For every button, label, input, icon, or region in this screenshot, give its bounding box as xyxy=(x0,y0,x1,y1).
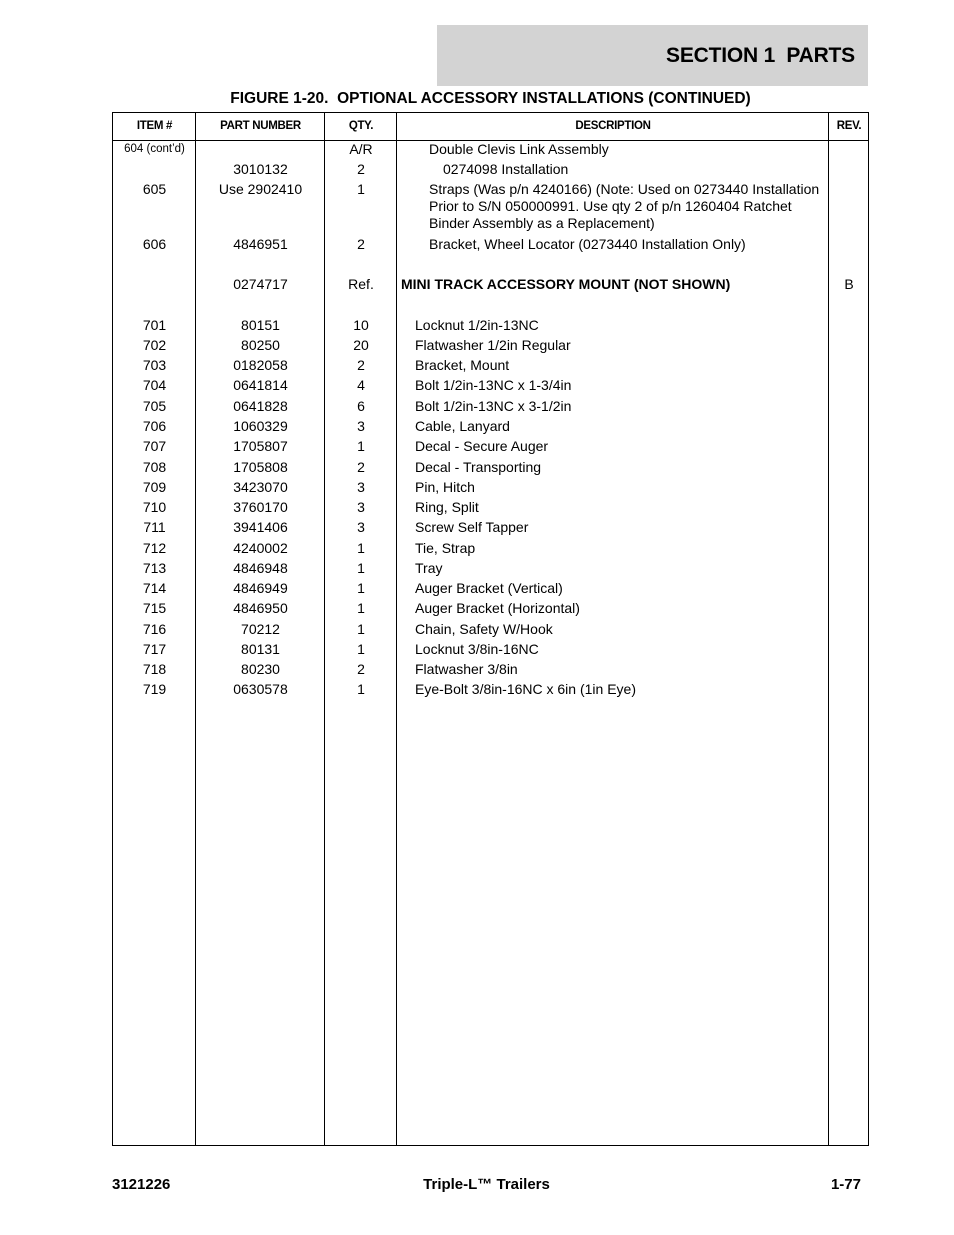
column-header-item: ITEM # xyxy=(136,120,173,132)
table-row xyxy=(113,398,868,418)
part-number-cell: 0641814 xyxy=(233,377,288,393)
description-cell: 0274098 Installation xyxy=(443,161,569,177)
table-row xyxy=(113,141,868,161)
item-number-cell: 701 xyxy=(142,317,167,333)
table-row xyxy=(113,641,868,661)
part-number-cell: 1705808 xyxy=(233,459,288,475)
item-number-cell: 706 xyxy=(142,418,167,434)
table-header xyxy=(113,113,868,141)
item-number-cell: 606 xyxy=(142,236,167,252)
item-number-cell: 702 xyxy=(142,337,167,353)
description-cell: Locknut 3/8in-16NC xyxy=(415,641,539,657)
table-row xyxy=(113,459,868,479)
description-cell: Decal - Transporting xyxy=(415,459,542,475)
part-number-cell: 80230 xyxy=(241,661,280,677)
part-number-cell: 0630578 xyxy=(233,681,288,697)
part-number-cell: 1060329 xyxy=(233,418,288,434)
table-row xyxy=(113,357,868,377)
qty-cell: 2 xyxy=(357,161,365,177)
part-number-cell: 3941406 xyxy=(233,519,288,535)
qty-cell: Ref. xyxy=(348,276,374,292)
description-cell: Flatwasher 1/2in Regular xyxy=(415,337,571,353)
column-header-part-number: PART NUMBER xyxy=(220,120,301,132)
description-cell: Screw Self Tapper xyxy=(415,519,529,535)
part-number-cell: 4240002 xyxy=(233,540,288,556)
description-cell: Flatwasher 3/8in xyxy=(415,661,518,677)
item-number-cell: 604 (cont’d) xyxy=(124,143,185,155)
item-number-cell: 705 xyxy=(142,398,167,414)
part-number-cell: 3760170 xyxy=(233,499,288,515)
item-number-cell: 718 xyxy=(142,661,167,677)
table-row xyxy=(113,317,868,337)
part-number-cell: 4846950 xyxy=(233,600,288,616)
table-row xyxy=(113,337,868,357)
description-cell: Bracket, Wheel Locator (0273440 Installation Only) xyxy=(429,236,746,252)
item-number-cell: 719 xyxy=(142,681,167,697)
table-row xyxy=(113,236,868,276)
page-number: 1-77 xyxy=(830,1176,861,1193)
table-row xyxy=(113,540,868,560)
table-row xyxy=(113,600,868,621)
section-title: SECTION 1 PARTS xyxy=(666,43,855,67)
qty-cell: 3 xyxy=(357,479,365,495)
description-cell: Double Clevis Link Assembly xyxy=(429,141,609,157)
qty-cell: 2 xyxy=(357,357,365,373)
description-cell: Bracket, Mount xyxy=(415,357,510,373)
part-number-cell: 3423070 xyxy=(233,479,288,495)
table-row xyxy=(113,161,868,181)
part-number-cell: 70212 xyxy=(241,621,280,637)
qty-cell: 1 xyxy=(357,681,365,697)
description-cell: Pin, Hitch xyxy=(415,479,475,495)
part-number-cell: 0274717 xyxy=(233,276,288,292)
page-footer xyxy=(112,1176,861,1196)
qty-cell: 1 xyxy=(357,438,365,454)
qty-cell: 1 xyxy=(357,540,365,556)
description-cell: Locknut 1/2in-13NC xyxy=(415,317,539,333)
part-number-cell: 0182058 xyxy=(233,357,288,373)
qty-cell: 1 xyxy=(357,600,365,616)
item-number-cell: 708 xyxy=(142,459,167,475)
rev-cell: B xyxy=(844,276,854,292)
column-header-qty: QTY. xyxy=(348,120,374,132)
item-number-cell: 605 xyxy=(142,181,167,197)
qty-cell: 1 xyxy=(357,560,365,576)
table-row xyxy=(113,499,868,519)
product-name: Triple-L™ Trailers xyxy=(423,1176,550,1193)
doc-number: 3121226 xyxy=(112,1176,171,1193)
qty-cell: 1 xyxy=(357,580,365,596)
description-cell: Ring, Split xyxy=(415,499,479,515)
description-cell: Straps (Was p/n 4240166) (Note: Used on 0273440 Installation Prior to S/N 050000991. Use qty 2 of p/n 1260404 Ratchet Binder Assembly as a Replacement) xyxy=(429,181,820,231)
item-number-cell: 712 xyxy=(142,540,167,556)
item-number-cell: 703 xyxy=(142,357,167,373)
item-number-cell: 711 xyxy=(143,519,166,535)
item-number-cell: 704 xyxy=(142,377,167,393)
qty-cell: 3 xyxy=(357,499,365,515)
table-row xyxy=(113,661,868,681)
item-number-cell: 714 xyxy=(142,580,167,596)
table-row xyxy=(113,681,868,701)
part-number-cell: 4846949 xyxy=(233,580,288,596)
description-cell: Eye-Bolt 3/8in-16NC x 6in (1in Eye) xyxy=(415,681,636,697)
column-header-description: DESCRIPTION xyxy=(575,120,651,132)
table-row xyxy=(113,438,868,459)
qty-cell: 10 xyxy=(353,317,369,333)
table-row xyxy=(113,377,868,398)
description-cell: Bolt 1/2in-13NC x 3-1/2in xyxy=(415,398,572,414)
table-row xyxy=(113,519,868,540)
description-cell: Tie, Strap xyxy=(415,540,476,556)
item-number-cell: 717 xyxy=(142,641,167,657)
description-cell: Decal - Secure Auger xyxy=(415,438,549,454)
part-number-cell: 80131 xyxy=(241,641,280,657)
qty-cell: 3 xyxy=(357,519,365,535)
description-cell: MINI TRACK ACCESSORY MOUNT (NOT SHOWN) xyxy=(401,276,731,292)
section-header xyxy=(437,25,868,86)
part-number-cell: Use 2902410 xyxy=(218,181,303,197)
table-row xyxy=(113,479,868,499)
part-number-cell: 80151 xyxy=(241,317,280,333)
part-number-cell: 1705807 xyxy=(233,438,288,454)
description-cell: Bolt 1/2in-13NC x 1-3/4in xyxy=(415,377,572,393)
description-cell: Chain, Safety W/Hook xyxy=(415,621,553,637)
item-number-cell: 710 xyxy=(142,499,167,515)
item-number-cell: 715 xyxy=(142,600,167,616)
qty-cell: 1 xyxy=(357,621,365,637)
qty-cell: 3 xyxy=(357,418,365,434)
part-number-cell: 4846948 xyxy=(233,560,288,576)
qty-cell: 1 xyxy=(357,181,365,197)
part-number-cell: 3010132 xyxy=(233,161,288,177)
table-row xyxy=(113,580,868,600)
description-cell: Auger Bracket (Horizontal) xyxy=(415,600,580,616)
qty-cell: 4 xyxy=(357,377,365,393)
part-number-cell: 4846951 xyxy=(233,236,288,252)
item-number-cell: 713 xyxy=(142,560,167,576)
table-row xyxy=(113,276,868,317)
column-header-rev: REV. xyxy=(836,120,862,132)
table-body xyxy=(113,141,868,701)
qty-cell: 6 xyxy=(357,398,365,414)
qty-cell: 2 xyxy=(357,459,365,475)
item-number-cell: 707 xyxy=(142,438,167,454)
part-number-cell: 0641828 xyxy=(233,398,288,414)
item-number-cell: 716 xyxy=(142,621,167,637)
table-row xyxy=(113,621,868,641)
table-row xyxy=(113,181,868,236)
table-row xyxy=(113,418,868,438)
description-cell: Tray xyxy=(415,560,443,576)
qty-cell: 2 xyxy=(357,661,365,677)
description-cell: Cable, Lanyard xyxy=(415,418,510,434)
table-row xyxy=(113,560,868,580)
qty-cell: A/R xyxy=(349,141,373,157)
item-number-cell: 709 xyxy=(142,479,167,495)
qty-cell: 1 xyxy=(357,641,365,657)
qty-cell: 20 xyxy=(353,337,369,353)
qty-cell: 2 xyxy=(357,236,365,252)
part-number-cell: 80250 xyxy=(241,337,280,353)
description-cell: Auger Bracket (Vertical) xyxy=(415,580,563,596)
parts-table xyxy=(112,112,869,1146)
figure-title: FIGURE 1-20. OPTIONAL ACCESSORY INSTALLATIONS (CONTINUED) xyxy=(230,90,751,107)
